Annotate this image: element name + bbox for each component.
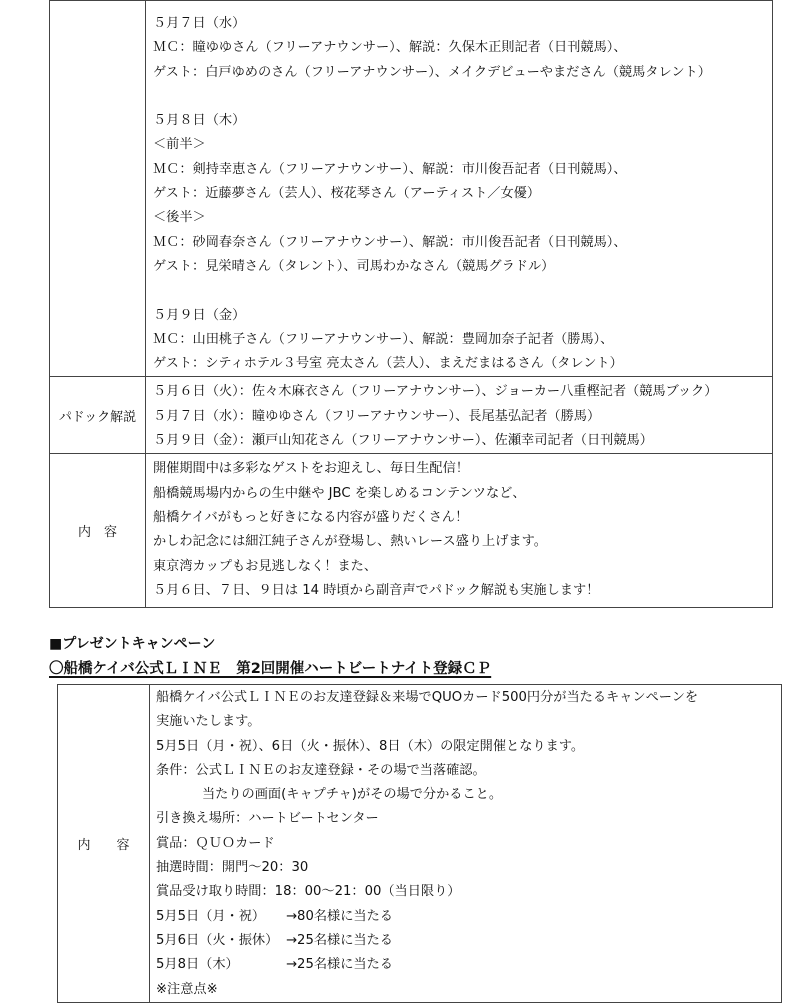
mc-guest-label-cell: [50, 1, 146, 377]
prize-row: [156, 929, 781, 953]
schedule-line: ゲスト：白戸ゆめのさん（フリーアナウンサー）、メイクデビューやまださん（競馬タレント）: [153, 64, 711, 80]
campaign-line: 5月5日（月・祝）、6日（火・振休）、8日（木）の限定開催となります。: [156, 738, 585, 754]
campaign-content-label-text: 内 容: [77, 837, 130, 853]
schedule-line: [153, 279, 772, 303]
content-content-cell: [146, 454, 773, 608]
mc-guest-content-cell: [146, 1, 773, 377]
line-campaign-title: 〇船橋ケイバ公式ＬＩＮＥ 第2回開催ハートビートナイト登録ＣＰ: [49, 661, 492, 677]
content-line: 東京湾カップもお見逃しなく！また、: [153, 558, 378, 574]
content-label: [50, 454, 146, 608]
prize-result: →25名様に当たる: [286, 932, 393, 948]
campaign-line: 実施いたします。: [156, 714, 261, 730]
prize-result: →25名様に当たる: [286, 957, 393, 973]
campaign-line: 賞品：ＱＵＯカード: [156, 835, 275, 851]
schedule-line: ＭＣ：山田桃子さん（フリーアナウンサー）、解説：豊岡加奈子記者（勝馬）、: [153, 331, 614, 347]
paddock-row: [50, 377, 773, 454]
campaign-content-cell: [150, 685, 782, 1003]
schedule-line: ＭＣ：砂岡春奈さん（フリーアナウンサー）、解説：市川俊吾記者（日刊競馬）、: [153, 234, 627, 250]
schedule-line: ５月８日（木）: [153, 113, 246, 129]
paddock-line: ５月９日（金）：瀬戸山知花さん（フリーアナウンサー）、佐瀬幸司記者（日刊競馬）: [153, 433, 653, 449]
prize-row: [156, 905, 781, 929]
campaign-line: 抽選時間：開門～20：30: [156, 860, 309, 876]
content-line: 船橋ケイバがもっと好きになる内容が盛りだくさん！: [153, 509, 469, 525]
present-campaign-heading: ■プレゼントキャンペーン: [49, 636, 216, 652]
schedule-line: ＜後半＞: [153, 210, 206, 226]
schedule-line: ＭＣ：瞳ゆゆさん（フリーアナウンサー）、解説：久保木正則記者（日刊競馬）、: [153, 40, 627, 56]
schedule-line: ＜前半＞: [153, 137, 206, 153]
schedule-line: ゲスト：見栄晴さん（タレント）、司馬わかなさん（競馬グラドル）: [153, 258, 555, 274]
campaign-content-label: [58, 685, 150, 1003]
campaign-note: ※注意点※: [156, 981, 218, 997]
campaign-line: 船橋ケイバ公式ＬＩＮＥのお友達登録＆来場でQUOカード500円分が当たるキャンペーンを: [156, 690, 699, 705]
paddock-content-cell: [146, 377, 773, 454]
prize-result: →80名様に当たる: [286, 908, 393, 924]
schedule-line: ゲスト：シティホテル３号室 亮太さん（芸人）、まえだまはるさん（タレント）: [153, 356, 623, 372]
content-line: 開催期間中は多彩なゲストをお迎えし、毎日生配信！: [153, 461, 469, 477]
content-label-text: 内 容: [77, 525, 117, 541]
campaign-line: 引き換え場所：ハートビートセンター: [156, 811, 379, 827]
prize-date: 5月5日（月・祝）: [156, 908, 266, 924]
content-row: [50, 454, 773, 608]
campaign-line: 条件：公式ＬＩＮＥのお友達登録・その場で当落確認。: [156, 762, 486, 778]
campaign-line: 賞品受け取り時間：18：00～21：00（当日限り）: [156, 884, 461, 900]
schedule-line: ゲスト：近藤夢さん（芸人）、桜花琴さん（アーティスト／女優）: [153, 186, 541, 202]
content-line: ５月６日、７日、９日は 14 時頃から副音声でパドック解説も実施します！: [153, 582, 600, 598]
paddock-line: ５月６日（火）：佐々木麻衣さん（フリーアナウンサー）、ジョーカー八重樫記者（競馬ブック）: [153, 384, 718, 400]
schedule-table: [49, 0, 773, 608]
prize-date: 5月6日（火・振休）: [156, 932, 279, 948]
campaign-row: [58, 685, 782, 1003]
mc-guest-row: [50, 1, 773, 377]
paddock-line: ５月７日（水）：瞳ゆゆさん（フリーアナウンサー）、長尾基弘記者（勝馬）: [153, 408, 601, 424]
schedule-line: [153, 85, 772, 109]
schedule-line: ５月７日（水）: [153, 16, 246, 31]
schedule-line: ＭＣ：剣持幸恵さん（フリーアナウンサー）、解説：市川俊吾記者（日刊競馬）、: [153, 161, 627, 177]
schedule-line: ５月９日（金）: [153, 307, 246, 323]
campaign-line: 当たりの画面(キャプチャ)がその場で分かること。: [202, 787, 503, 803]
campaign-table: [57, 684, 782, 1003]
prize-date: 5月8日（木）: [156, 957, 239, 973]
content-line: 船橋競馬場内からの生中継や JBC を楽しめるコンテンツなど、: [153, 485, 526, 501]
content-line: かしわ記念には細江純子さんが登場し、熱いレース盛り上げます。: [153, 534, 547, 550]
paddock-label: パドック解説: [50, 377, 146, 454]
prize-row: [156, 953, 781, 977]
